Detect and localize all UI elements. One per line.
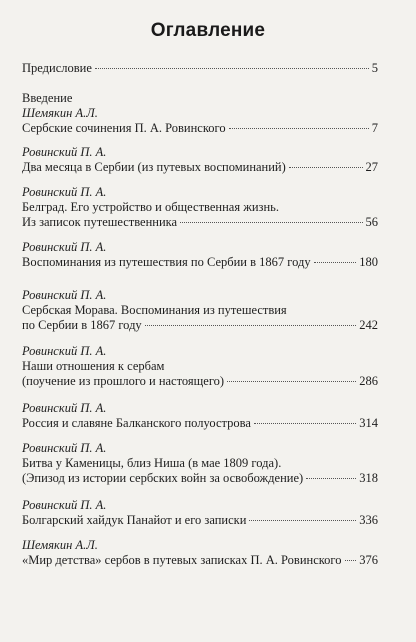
toc-leader-line <box>22 513 378 528</box>
toc-entry <box>22 91 378 136</box>
toc-author: Ровинский П. А. <box>22 240 107 254</box>
toc-leader-line <box>22 471 378 486</box>
toc-entry <box>22 240 378 270</box>
toc-entry-title: Предисловие <box>22 61 92 75</box>
toc-entry <box>22 185 378 230</box>
toc-leader-line <box>22 374 378 389</box>
toc-entry-title-line: Битва у Каменицы, близ Ниша (в мае 1809 года). <box>22 456 282 470</box>
toc-page-number: 286 <box>359 374 378 388</box>
leader-dots <box>345 560 357 561</box>
toc-entry-title: «Мир детства» сербов в путевых записках П. А. Ровинского <box>22 553 342 567</box>
page-title: Оглавление <box>150 20 266 41</box>
toc-page-number: 7 <box>371 121 378 135</box>
toc-entry <box>22 145 378 175</box>
toc-author: Ровинский П. А. <box>22 288 107 302</box>
toc-page-number: 180 <box>359 255 378 269</box>
leader-dots <box>254 423 356 424</box>
leader-dots <box>227 381 356 382</box>
toc-entry-title: Два месяца в Сербии (из путевых воспоминаний) <box>22 160 286 174</box>
toc-entry-title: Сербские сочинения П. А. Ровинского <box>22 121 226 135</box>
leader-dots <box>306 478 356 479</box>
toc-page-number: 318 <box>359 471 378 485</box>
leader-dots <box>289 167 363 168</box>
toc-entry-title: Россия и славяне Балканского полуострова <box>22 416 251 430</box>
toc-author: Ровинский П. А. <box>22 145 107 159</box>
toc-leader-line <box>22 553 378 568</box>
toc-leader-line <box>22 160 378 175</box>
leader-dots <box>314 262 357 263</box>
toc-entry-title: по Сербии в 1867 году <box>22 318 142 332</box>
toc-page-number: 314 <box>359 416 378 430</box>
leader-dots <box>180 222 362 223</box>
toc-author: Ровинский П. А. <box>22 441 107 455</box>
toc-page-number: 56 <box>365 215 378 229</box>
leader-dots <box>249 520 356 521</box>
toc-author: Ровинский П. А. <box>22 344 107 358</box>
toc-entry <box>22 498 378 528</box>
leader-dots <box>145 325 357 326</box>
toc-leader-line <box>22 61 378 76</box>
toc-entry-title: Болгарский хайдук Панайот и его записки <box>22 513 247 527</box>
toc-leader-line <box>22 416 378 431</box>
leader-dots <box>229 128 369 129</box>
toc-entry <box>22 344 378 389</box>
toc-entry-title-line: Сербская Морава. Воспоминания из путешествия <box>22 303 287 317</box>
toc-page-number: 27 <box>365 160 378 174</box>
toc-author: Ровинский П. А. <box>22 401 107 415</box>
leader-dots <box>95 68 369 69</box>
toc-page-number: 336 <box>359 513 378 527</box>
toc-entry-title: Из записок путешественника <box>22 215 178 229</box>
toc-page-number: 376 <box>359 553 378 567</box>
toc-page-number: 242 <box>359 318 378 332</box>
toc-author: Шемякин А.Л. <box>22 538 98 552</box>
toc-author: Ровинский П. А. <box>22 185 107 199</box>
toc-entry <box>22 61 378 76</box>
toc-leader-line <box>22 255 378 270</box>
toc-page-number: 5 <box>371 61 378 75</box>
toc-leader-line <box>22 121 378 136</box>
toc-entry <box>22 538 378 568</box>
toc-entry-title: (Эпизод из истории сербских войн за освобождение) <box>22 471 304 485</box>
toc-author: Ровинский П. А. <box>22 498 107 512</box>
toc-entry <box>22 401 378 431</box>
toc-entry-title: Воспоминания из путешествия по Сербии в 1867 году <box>22 255 311 269</box>
toc-section-label: Введение <box>22 91 73 105</box>
toc-entry <box>22 441 378 486</box>
toc-leader-line <box>22 318 378 333</box>
toc-leader-line <box>22 215 378 230</box>
toc-entry-title-line: Наши отношения к сербам <box>22 359 165 373</box>
toc-author: Шемякин А.Л. <box>22 106 98 120</box>
toc-entry-title-line: Белград. Его устройство и общественная жизнь. <box>22 200 280 214</box>
toc-entry <box>22 288 378 333</box>
toc-entry-title: (поучение из прошлого и настоящего) <box>22 374 225 388</box>
